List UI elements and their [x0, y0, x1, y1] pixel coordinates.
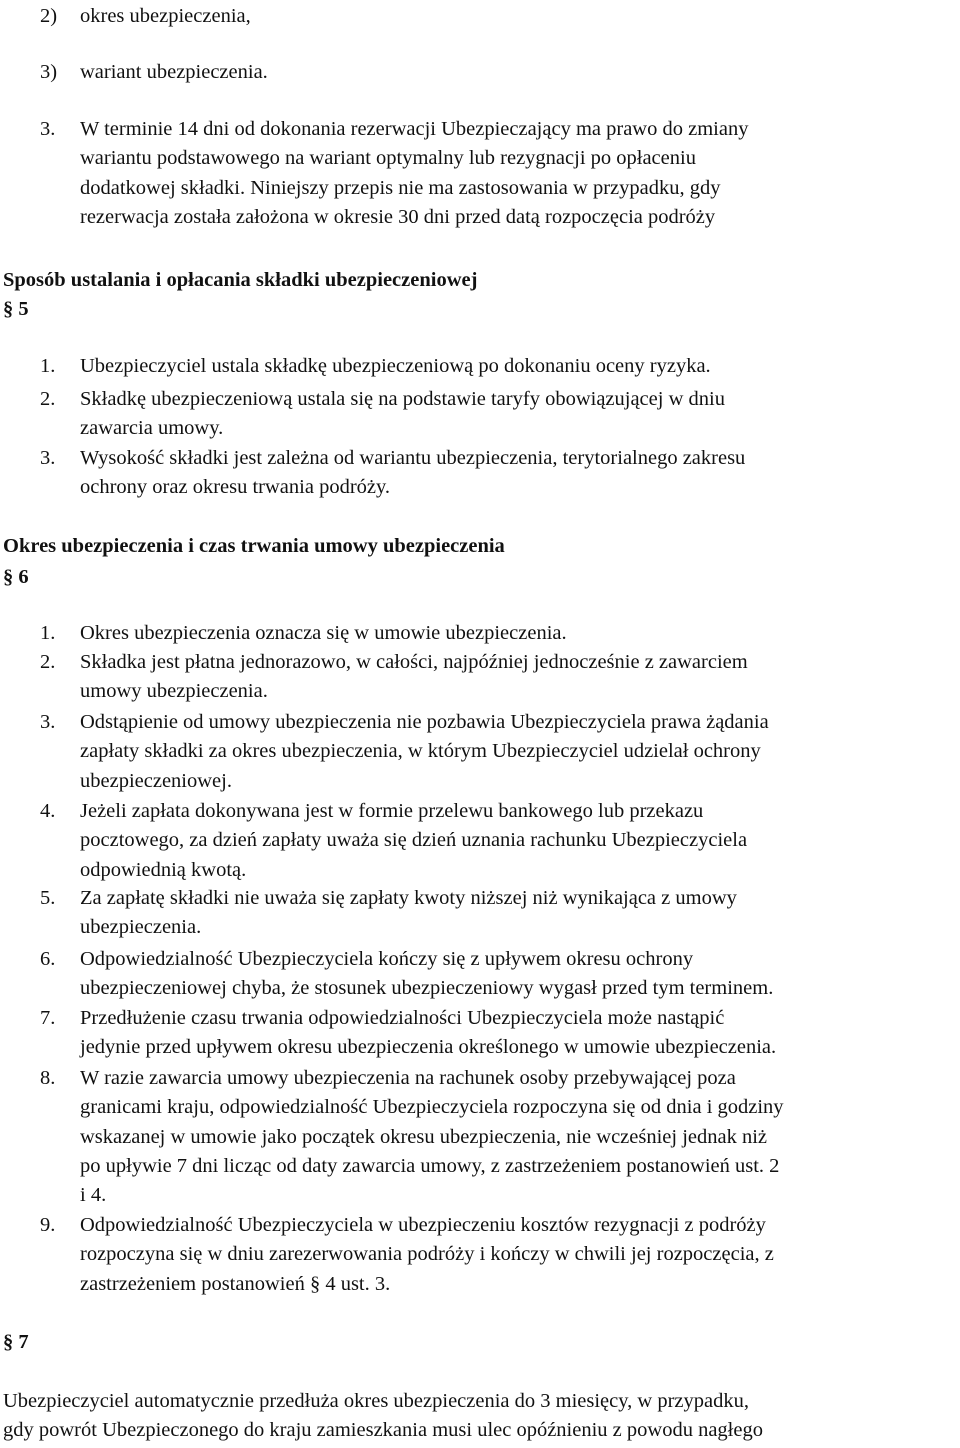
- text-line: zapłaty składki za okres ubezpieczenia, w którym Ubezpieczyciel udzielał ochrony: [80, 740, 761, 763]
- list-item: [40, 648, 748, 707]
- item-number: 3.: [40, 711, 56, 733]
- text-line: gdy powrót Ubezpieczonego do kraju zamieszkania musi ulec opóźnieniu z powodu nagłego: [3, 1419, 763, 1442]
- item-number: 7.: [40, 1007, 56, 1029]
- text-line: Przedłużenie czasu trwania odpowiedzialności Ubezpieczyciela może nastąpić: [80, 1007, 725, 1029]
- item-number: 6.: [40, 948, 56, 970]
- text-line: odpowiednią kwotą.: [80, 858, 247, 881]
- text-line: Odpowiedzialność Ubezpieczyciela w ubezpieczeniu kosztów rezygnacji z podróży: [80, 1214, 766, 1236]
- text-line: pocztowego, za dzień zapłaty uważa się dzień uznania rachunku Ubezpieczyciela: [80, 829, 748, 852]
- text-line: Okres ubezpieczenia oznacza się w umowie ubezpieczenia.: [80, 622, 567, 644]
- text-line: umowy ubezpieczenia.: [80, 680, 268, 703]
- text-line: Za zapłatę składki nie uważa się zapłaty kwoty niższej niż wynikająca z umowy: [80, 887, 737, 909]
- list-item: [40, 708, 769, 796]
- item-number: 8.: [40, 1067, 56, 1089]
- text-line: ubezpieczeniowej.: [80, 769, 232, 792]
- text-line: ubezpieczeniowej chyba, że stosunek ubezpieczeniowy wygasł przed tym terminem.: [80, 977, 774, 1000]
- text-line: Odstąpienie od umowy ubezpieczenia nie pozbawia Ubezpieczyciela prawa żądania: [80, 711, 769, 733]
- text-line: Ubezpieczyciel automatycznie przedłuża okres ubezpieczenia do 3 miesięcy, w przypadku,: [3, 1390, 749, 1412]
- list-item: [40, 58, 268, 87]
- text-line: W razie zawarcia umowy ubezpieczenia na rachunek osoby przebywającej poza: [80, 1067, 736, 1089]
- text-line: zastrzeżeniem postanowień § 4 ust. 3.: [80, 1272, 391, 1295]
- text-line: i 4.: [80, 1184, 107, 1207]
- text-line: zawarcia umowy.: [80, 417, 224, 440]
- list-item: [40, 2, 251, 31]
- item-number: 2): [40, 5, 58, 27]
- list-item: [40, 115, 748, 232]
- list-item: [40, 352, 711, 381]
- text-line: okres ubezpieczenia,: [80, 5, 251, 27]
- paragraph-number: § 7: [3, 1331, 29, 1353]
- text-line: rozpoczyna się w dniu zarezerwowania podróży i kończy w chwili jej rozpoczęcia, z: [80, 1243, 774, 1266]
- list-item: [40, 1211, 774, 1299]
- list-item: [40, 385, 725, 444]
- text-line: dodatkowej składki. Niniejszy przepis nie ma zastosowania w przypadku, gdy: [80, 176, 721, 199]
- text-line: po upływie 7 dni licząc od daty zawarcia umowy, z zastrzeżeniem postanowień ust. 2: [80, 1154, 780, 1177]
- text-line: Wysokość składki jest zależna od wariantu ubezpieczenia, terytorialnego zakresu: [80, 447, 746, 469]
- text-line: Składkę ubezpieczeniową ustala się na podstawie taryfy obowiązującej w dniu: [80, 388, 725, 410]
- text-line: granicami kraju, odpowiedzialność Ubezpieczyciela rozpoczyna się od dnia i godziny: [80, 1096, 784, 1119]
- text-line: Składka jest płatna jednorazowo, w całości, najpóźniej jednocześnie z zawarciem: [80, 651, 748, 673]
- text-line: wskazanej w umowie jako początek okresu ubezpieczenia, nie wcześniej jednak niż: [80, 1125, 768, 1148]
- item-number: 9.: [40, 1214, 56, 1236]
- item-number: 2.: [40, 388, 56, 410]
- text-line: ubezpieczenia.: [80, 916, 202, 939]
- item-number: 3): [40, 61, 58, 83]
- item-number: 3.: [40, 118, 56, 140]
- text-line: W terminie 14 dni od dokonania rezerwacji Ubezpieczający ma prawo do zmiany: [80, 118, 749, 140]
- paragraph-number: § 5: [3, 298, 29, 320]
- paragraph-number: § 6: [3, 566, 29, 588]
- list-item: [40, 619, 567, 648]
- section-heading: Okres ubezpieczenia i czas trwania umowy ubezpieczenia: [3, 535, 505, 557]
- text-line: Odpowiedzialność Ubezpieczyciela kończy się z upływem okresu ochrony: [80, 948, 694, 970]
- section-heading: Sposób ustalania i opłacania składki ubezpieczeniowej: [3, 269, 478, 291]
- text-line: rezerwacja została założona w okresie 30 dni przed datą rozpoczęcia podróży: [80, 205, 716, 228]
- item-number: 5.: [40, 887, 56, 909]
- list-item: [40, 945, 773, 1004]
- text-line: Ubezpieczyciel ustala składkę ubezpieczeniową po dokonaniu oceny ryzyka.: [80, 355, 711, 377]
- list-item: [40, 1064, 784, 1210]
- text-line: wariant ubezpieczenia.: [80, 61, 268, 83]
- text-line: jedynie przed upływem okresu ubezpieczenia określonego w umowie ubezpieczenia.: [80, 1036, 777, 1059]
- item-number: 4.: [40, 800, 56, 822]
- item-number: 1.: [40, 355, 56, 377]
- item-number: 1.: [40, 622, 56, 644]
- item-number: 3.: [40, 447, 56, 469]
- list-item: [40, 444, 745, 503]
- text-line: ochrony oraz okresu trwania podróży.: [80, 476, 391, 499]
- text-line: wariantu podstawowego na wariant optymalny lub rezygnacji po opłaceniu: [80, 147, 696, 170]
- list-item: [40, 884, 737, 943]
- list-item: [40, 797, 747, 885]
- text-line: Jeżeli zapłata dokonywana jest w formie przelewu bankowego lub przekazu: [80, 800, 704, 822]
- list-item: [40, 1004, 776, 1063]
- item-number: 2.: [40, 651, 56, 673]
